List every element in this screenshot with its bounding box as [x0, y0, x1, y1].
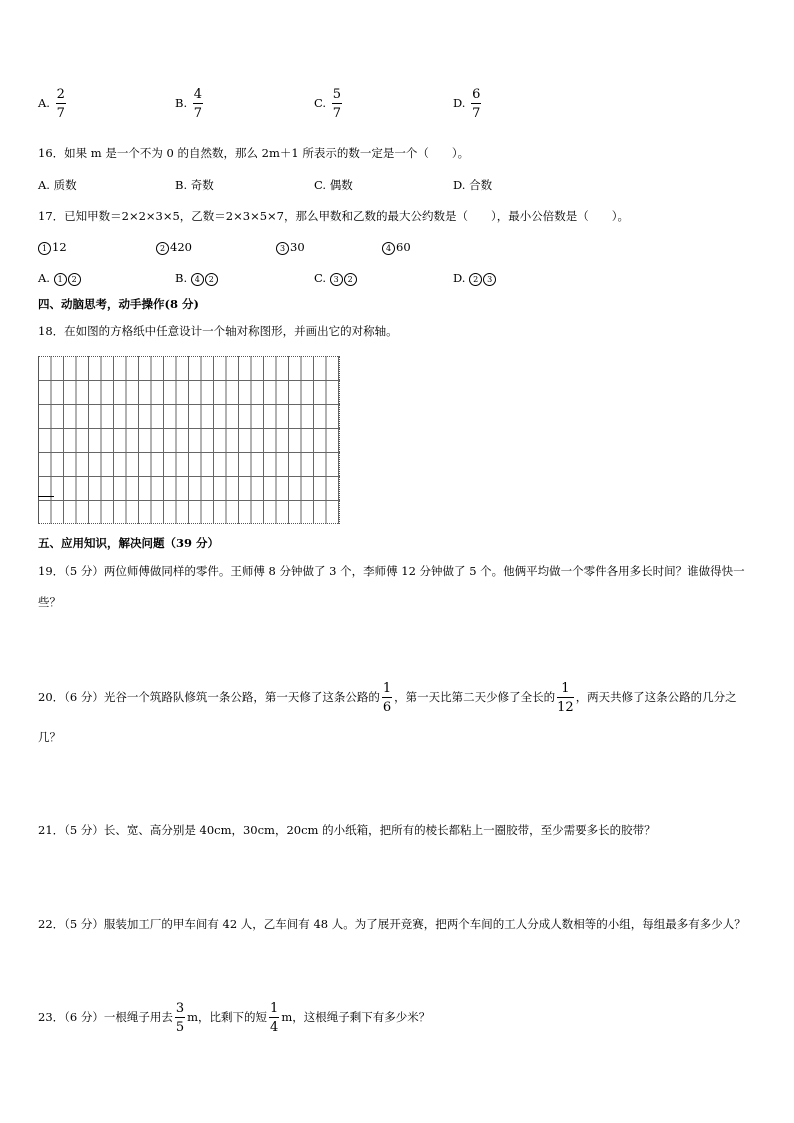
q19-line2: 些？ [38, 595, 61, 609]
grid-solid-segment [38, 496, 54, 497]
fraction: $\frac{1}{4}$ [270, 1001, 279, 1035]
q17-choice-2: 2 420 [156, 240, 192, 255]
fraction: $\frac{6}{7}$ [472, 87, 481, 121]
q16-option-a: A. 质数 [38, 178, 77, 192]
q17-option-c: C. 3 2 [314, 271, 358, 286]
q17-choice-3: 3 30 [276, 240, 305, 255]
section-4-title: 四、动脑思考，动手操作(8 分) [38, 297, 199, 311]
q17-choice-4: 4 60 [382, 240, 411, 255]
q19-line1: 19．（5 分）两位师傅做同样的零件。王师傅 8 分钟做了 3 个，李师傅 12 分钟做了 5 个。他俩平均做一个零件各用多长时间？谁做得快一 [38, 564, 745, 578]
q16-option-d: D. 合数 [453, 178, 493, 192]
q16-option-c: C. 偶数 [314, 178, 353, 192]
section-5-title: 五、应用知识，解决问题（39 分） [38, 536, 220, 550]
grid-paper [38, 356, 340, 524]
q15-option-a: A. $\frac{2}{7}$ [38, 87, 65, 121]
fraction: $\frac{4}{7}$ [193, 87, 203, 121]
q23-text: 23．（6 分）一根绳子用去 $\frac{3}{5}$ m，比剩下的短 $\frac{1}{4}$ m，这根绳子剩下有多少米？ [38, 1001, 431, 1035]
fraction: $\frac{5}{7}$ [332, 87, 341, 121]
q15-option-d: D. $\frac{6}{7}$ [453, 87, 481, 121]
fraction: $\frac{2}{7}$ [56, 87, 65, 121]
q21-text: 21．（5 分）长、宽、高分别是 40cm，30cm，20cm 的小纸箱，把所有的棱长都粘上一圈胶带，至少需要多长的胶带？ [38, 823, 656, 837]
q17-text: 17．已知甲数＝2×2×3×5，乙数＝2×3×5×7，那么甲数和乙数的最大公约数是（ ），最小公倍数是（ ）。 [38, 209, 629, 223]
q20-line2: 几？ [38, 730, 61, 744]
q17-choice-1: 1 12 [38, 240, 67, 255]
q20-line1: 20．（6 分）光谷一个筑路队修筑一条公路，第一天修了这条公路的 $\frac{1}{6}$ ，第一天比第二天少修了全长的 $\frac{1}{12}$ ，两天共修了这条公路的几分之 [38, 681, 737, 715]
q17-option-a: A. 1 2 [38, 271, 82, 286]
q15-option-b: B. $\frac{4}{7}$ [175, 87, 203, 121]
q15-option-c: C. $\frac{5}{7}$ [314, 87, 341, 121]
q16-option-b: B. 奇数 [175, 178, 214, 192]
fraction: $\frac{3}{5}$ [175, 1001, 185, 1035]
q17-option-d: D. 2 3 [453, 271, 497, 286]
q16-text: 16．如果 m 是一个不为 0 的自然数，那么 2m＋1 所表示的数一定是一个（ ）。 [38, 146, 470, 160]
q18-text: 18．在如图的方格纸中任意设计一个轴对称图形，并画出它的对称轴。 [38, 324, 398, 338]
fraction: $\frac{1}{12}$ [557, 681, 574, 715]
q17-option-b: B. 4 2 [175, 271, 219, 286]
fraction: $\frac{1}{6}$ [382, 681, 392, 715]
q22-text: 22．（5 分）服装加工厂的甲车间有 42 人，乙车间有 48 人。为了展开竞赛，把两个车间的工人分成人数相等的小组，每组最多有多少人？ [38, 917, 746, 931]
